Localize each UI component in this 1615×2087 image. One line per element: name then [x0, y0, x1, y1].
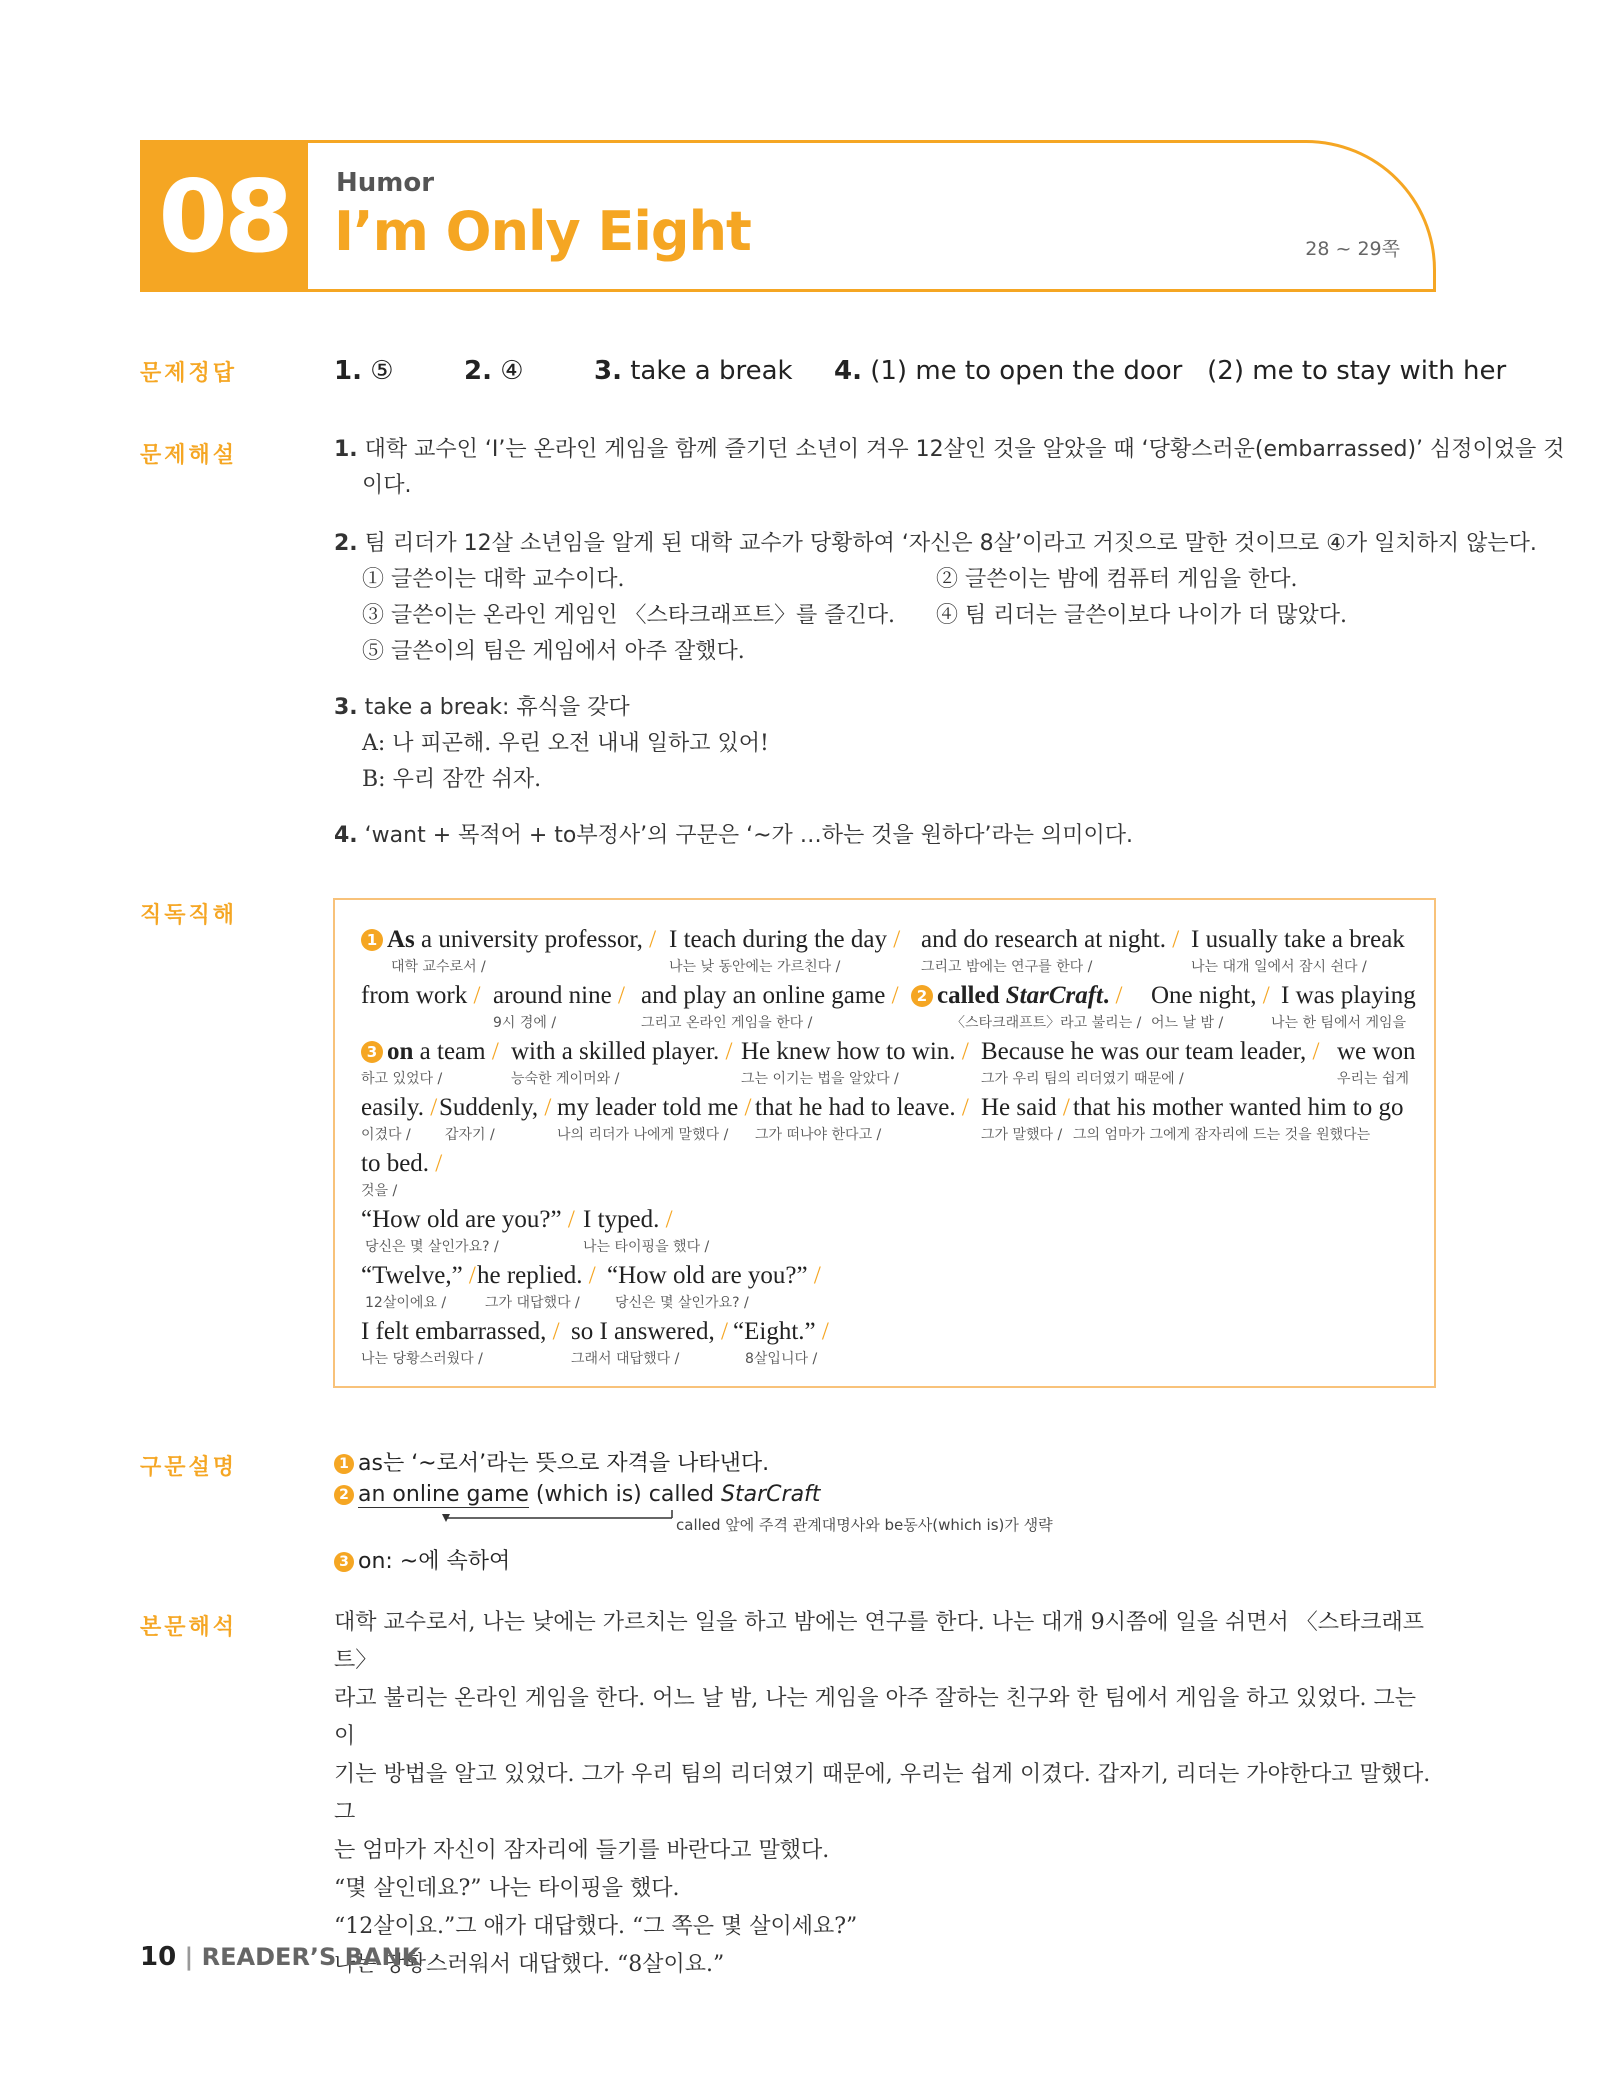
translation-line: 나는 당황스러워서 대답했다. “8살이요.”	[334, 1952, 725, 1977]
explanation-q4: 4. ‘want + 목적어 + to부정사’의 구문은 ‘~가 …하는 것을 원하다’라는 의미이다.	[334, 823, 1134, 848]
chunk: 3 on a team /	[361, 1038, 499, 1066]
page-number: 10	[140, 1942, 177, 1972]
answer-1: 1. ⑤	[334, 356, 394, 386]
gloss: 이겼다 /	[361, 1127, 411, 1143]
lesson-number: 08	[158, 158, 290, 275]
chunk: so I answered, /	[571, 1318, 728, 1345]
answer-3: 3. take a break	[594, 356, 793, 386]
lesson-header	[140, 140, 1436, 292]
gloss: 그리고 온라인 게임을 한다 /	[641, 1015, 813, 1031]
gloss: 9시 경에 /	[493, 1015, 557, 1031]
chunk: from work /	[361, 982, 481, 1009]
section-label-explanation: 문제해설	[140, 443, 238, 468]
gloss: 그가 말했다 /	[981, 1127, 1063, 1143]
lesson-title: I’m Only Eight	[334, 200, 751, 263]
note-marker-3: 3	[361, 1041, 383, 1063]
translation-line: “12살이요.”그 애가 대답했다. “그 쪽은 몇 살이세요?”	[334, 1914, 858, 1939]
q3-dialogue-a: A: 나 피곤해. 우린 오전 내내 일하고 있어!	[362, 731, 769, 756]
lesson-genre: Humor	[336, 168, 435, 198]
reading-box	[333, 898, 1436, 1388]
chunk: easily. /	[361, 1094, 438, 1121]
chunk: “Twelve,” /	[361, 1262, 476, 1289]
gloss: 〈스타크래프트〉라고 불리는 /	[951, 1015, 1142, 1031]
chunk: Because he was our team leader, /	[981, 1038, 1320, 1065]
chunk: and do research at night. /	[921, 926, 1180, 953]
q2-option-2: ② 글쓴이는 밤에 컴퓨터 게임을 한다.	[936, 567, 1298, 592]
page-footer: 10 | READER’S BANK	[140, 1942, 421, 1972]
chunk: I was playing	[1281, 982, 1416, 1009]
gloss: 그가 우리 팀의 리더였기 때문에 /	[981, 1071, 1184, 1087]
grammar-note-2: 2 an online game (which is) called StarCraft	[334, 1482, 820, 1507]
q2-option-1: ① 글쓴이는 대학 교수이다.	[362, 567, 625, 592]
answer-2: 2. ④	[464, 356, 524, 386]
chunk: I typed. /	[583, 1206, 673, 1233]
lesson-number-box	[140, 140, 308, 292]
chunk: 2 called StarCraft. /	[911, 982, 1122, 1010]
chunk: “How old are you?” /	[361, 1206, 575, 1233]
page-reference: 28 ~ 29쪽	[1305, 238, 1400, 260]
note-marker-1: 1	[334, 1454, 354, 1474]
gloss: 나는 한 팀에서 게임을	[1271, 1015, 1407, 1031]
chunk: Suddenly, /	[439, 1094, 552, 1121]
gloss: 능숙한 게이머와 /	[511, 1071, 620, 1087]
gloss: 어느 날 밤 /	[1151, 1015, 1224, 1031]
chunk: “Eight.” /	[733, 1318, 829, 1345]
explanation-q3: 3. take a break: 휴식을 갖다	[334, 695, 630, 720]
book-title: READER’S BANK	[201, 1943, 421, 1971]
gloss: 대학 교수로서 /	[391, 959, 486, 975]
chunk: 1 As a university professor, /	[361, 926, 656, 954]
gloss: 12살이에요 /	[365, 1295, 447, 1311]
gloss: 갑자기 /	[445, 1127, 495, 1143]
chunk: I teach during the day /	[669, 926, 901, 953]
note-marker-2: 2	[911, 985, 933, 1007]
gloss: 그가 떠나야 한다고 /	[755, 1127, 882, 1143]
chunk: that his mother wanted him to go	[1073, 1094, 1404, 1121]
answer-4: 4. (1) me to open the door (2) me to stay with her	[834, 356, 1507, 386]
note-marker-3: 3	[334, 1552, 354, 1572]
gloss: 하고 있었다 /	[361, 1071, 443, 1087]
gloss: 나는 당황스러웠다 /	[361, 1351, 483, 1367]
section-label-translation: 본문해석	[140, 1615, 238, 1640]
q2-option-5: ⑤ 글쓴이의 팀은 게임에서 아주 잘했다.	[362, 639, 745, 664]
grammar-note-2-explanation: called 앞에 주격 관계대명사와 be동사(which is)가 생략	[676, 1516, 1053, 1534]
gloss: 당신은 몇 살인가요? /	[365, 1239, 499, 1255]
gloss: 나는 대개 일에서 잠시 쉰다 /	[1191, 959, 1367, 975]
chunk: around nine /	[493, 982, 625, 1009]
note-marker-2: 2	[334, 1485, 354, 1505]
q2-option-4: ④ 팀 리더는 글쓴이보다 나이가 더 많았다.	[936, 603, 1347, 628]
grammar-note-1: 1 as는 ‘~로서’라는 뜻으로 자격을 나타낸다.	[334, 1446, 769, 1477]
explanation-q1-line1: 1. 대학 교수인 ‘I’는 온라인 게임을 함께 즐기던 소년이 겨우 12살인 것을 알았을 때 ‘당황스러운(embarrassed)’ 심정이었을 것	[334, 437, 1565, 462]
gloss: 8살입니다 /	[745, 1351, 818, 1367]
gloss: 그는 이기는 법을 알았다 /	[741, 1071, 899, 1087]
grammar-arrow	[360, 1510, 680, 1534]
gloss: 우리는 쉽게	[1337, 1071, 1410, 1087]
gloss: 그리고 밤에는 연구를 한다 /	[921, 959, 1093, 975]
section-label-grammar: 구문설명	[140, 1455, 238, 1480]
gloss: 그의 엄마가 그에게 잠자리에 드는 것을 원했다는	[1073, 1127, 1371, 1143]
chunk: we won	[1337, 1038, 1416, 1065]
explanation-q1-line2: 이다.	[362, 473, 412, 498]
chunk: my leader told me /	[557, 1094, 752, 1121]
grammar-note-3: 3 on: ~에 속하여	[334, 1544, 510, 1575]
chunk: He said /	[981, 1094, 1070, 1121]
section-label-reading: 직독직해	[140, 903, 238, 928]
gloss: 당신은 몇 살인가요? /	[615, 1295, 749, 1311]
gloss: 것을 /	[361, 1183, 398, 1199]
chunk: to bed. /	[361, 1150, 443, 1177]
translation-line: 기는 방법을 알고 있었다. 그가 우리 팀의 리더였기 때문에, 우리는 쉽게 이겼다. 갑자기, 리더는 가야한다고 말했다. 그	[334, 1762, 1431, 1825]
chunk: He knew how to win. /	[741, 1038, 969, 1065]
gloss: 나의 리더가 나에게 말했다 /	[557, 1127, 729, 1143]
translation-line: 대학 교수로서, 나는 낮에는 가르치는 일을 하고 밤에는 연구를 한다. 나는 대개 9시쯤에 일을 쉬면서 〈스타크래프트〉	[334, 1610, 1424, 1673]
translation-line: 는 엄마가 자신이 잠자리에 들기를 바란다고 말했다.	[334, 1838, 830, 1863]
translation-line: “몇 살인데요?” 나는 타이핑을 했다.	[334, 1876, 680, 1901]
gloss: 그래서 대답했다 /	[571, 1351, 680, 1367]
chunk: that he had to leave. /	[755, 1094, 969, 1121]
note-marker-1: 1	[361, 929, 383, 951]
q3-dialogue-b: B: 우리 잠깐 쉬자.	[362, 767, 542, 792]
translation-line: 라고 불리는 온라인 게임을 한다. 어느 날 밤, 나는 게임을 아주 잘하는 친구와 한 팀에서 게임을 하고 있었다. 그는 이	[334, 1686, 1416, 1749]
explanation-q2: 2. 팀 리더가 12살 소년임을 알게 된 대학 교수가 당황하여 ‘자신은 8살’이라고 거짓으로 말한 것이므로 ④가 일치하지 않는다.	[334, 531, 1537, 556]
chunk: he replied. /	[477, 1262, 596, 1289]
chunk: and play an online game /	[641, 982, 899, 1009]
gloss: 나는 타이핑을 했다 /	[583, 1239, 710, 1255]
gloss: 나는 낮 동안에는 가르친다 /	[669, 959, 841, 975]
chunk: I usually take a break	[1191, 926, 1405, 953]
chunk: with a skilled player. /	[511, 1038, 733, 1065]
chunk: I felt embarrassed, /	[361, 1318, 560, 1345]
chunk: One night, /	[1151, 982, 1270, 1009]
q2-option-3: ③ 글쓴이는 온라인 게임인 〈스타크래프트〉를 즐긴다.	[362, 603, 896, 628]
chunk: “How old are you?” /	[607, 1262, 821, 1289]
gloss: 그가 대답했다 /	[485, 1295, 580, 1311]
section-label-answers: 문제정답	[140, 361, 238, 386]
translation-paragraph	[334, 1604, 1438, 1984]
